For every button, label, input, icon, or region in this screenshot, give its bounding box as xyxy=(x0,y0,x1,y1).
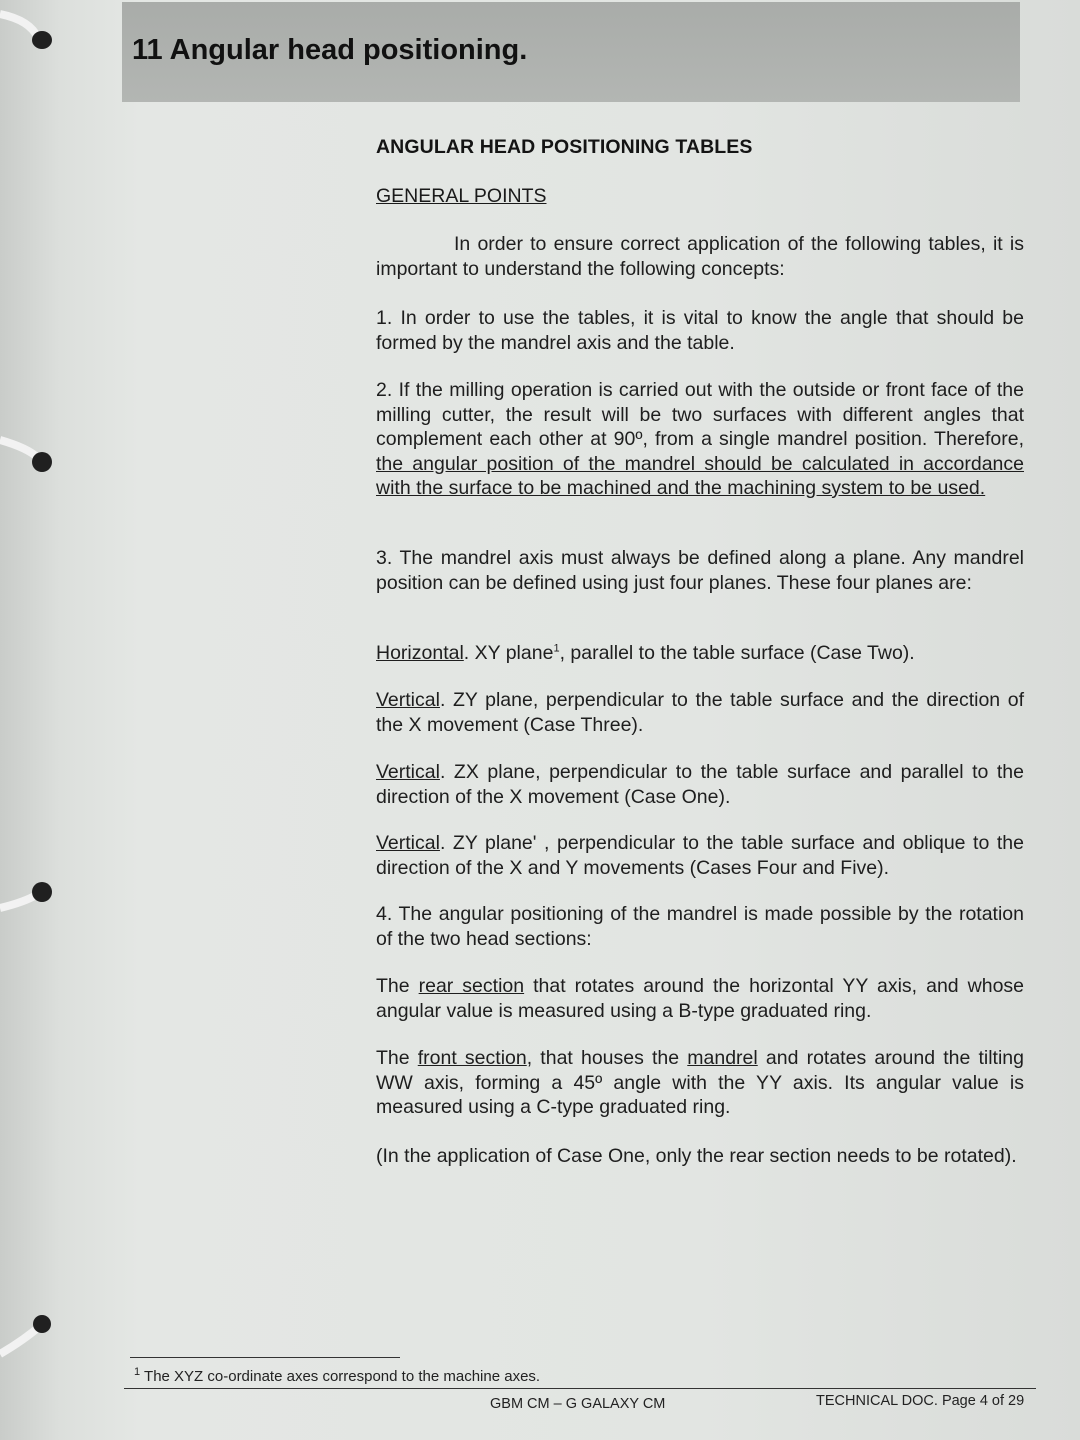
front-section-paragraph: The front section, that houses the mandrel and rotates around the tilting WW axis, forming a 45º angle with the YY axis. Its angular value is measured using a C-type graduated ring. xyxy=(376,1047,1024,1118)
point-3-paragraph: 3. The mandrel axis must always be defined along a plane. Any mandrel position can be defined using just four planes. These four planes are: xyxy=(376,547,1024,594)
binder-ring-1 xyxy=(0,0,70,70)
section-header-title: 11 Angular head positioning. xyxy=(132,34,528,66)
footer-divider xyxy=(124,1388,1036,1389)
binder-ring-4 xyxy=(0,1300,70,1370)
plane-vertical-zx: Vertical. ZX plane, perpendicular to the table surface and parallel to the direction of the X movement (Case One). xyxy=(376,761,1024,808)
footer-product: GBM CM – G GALAXY CM xyxy=(490,1396,666,1412)
page-title: ANGULAR HEAD POSITIONING TABLES xyxy=(376,136,753,158)
footer-page-number: TECHNICAL DOC. Page 4 of 29 xyxy=(816,1393,1025,1409)
subheading: GENERAL POINTS xyxy=(376,185,547,207)
point-1-paragraph: 1. In order to use the tables, it is vital to know the angle that should be formed by the mandrel axis and the table. xyxy=(376,307,1024,354)
point-2-paragraph: 2. If the milling operation is carried out with the outside or front face of the milling cutter, the result will be two surfaces with different angles that complement each other at 90º, from a single mandrel position. Therefore, the angular position of the mandrel should be calculated in accordance with the surface to be machined and the machining system to be used. xyxy=(376,379,1024,499)
intro-paragraph: In order to ensure correct application of the following tables, it is important to understand the following concepts: xyxy=(376,233,1024,280)
plane-vertical-zy-prime: Vertical. ZY plane' , perpendicular to the table surface and oblique to the direction of the X and Y movements (Cases Four and Five). xyxy=(376,832,1024,879)
plane-horizontal-xy: Horizontal. XY plane$^1$, parallel to the table surface (Case Two). xyxy=(376,642,915,664)
footnote: $^1$ The XYZ co-ordinate axes correspond to the machine axes. xyxy=(134,1366,541,1385)
rear-section-paragraph: The rear section that rotates around the horizontal YY axis, and whose angular value is measured using a B-type graduated ring. xyxy=(376,975,1025,1022)
case-one-note: (In the application of Case One, only the rear section needs to be rotated). xyxy=(376,1145,1017,1167)
plane-vertical-zy: Vertical. ZY plane, perpendicular to the table surface and the direction of the X movement (Case Three). xyxy=(376,689,1024,736)
point-4-paragraph: 4. The angular positioning of the mandrel is made possible by the rotation of the two head sections: xyxy=(376,903,1024,950)
footnote-reference: 1 xyxy=(553,642,560,655)
footnote-divider xyxy=(130,1357,400,1358)
emphasis-underline: the angular position of the mandrel should be calculated in accordance with the surface to be machined and the machining system to be used. xyxy=(376,452,1024,499)
binder-ring-3 xyxy=(0,858,70,928)
binder-ring-2 xyxy=(0,426,70,496)
